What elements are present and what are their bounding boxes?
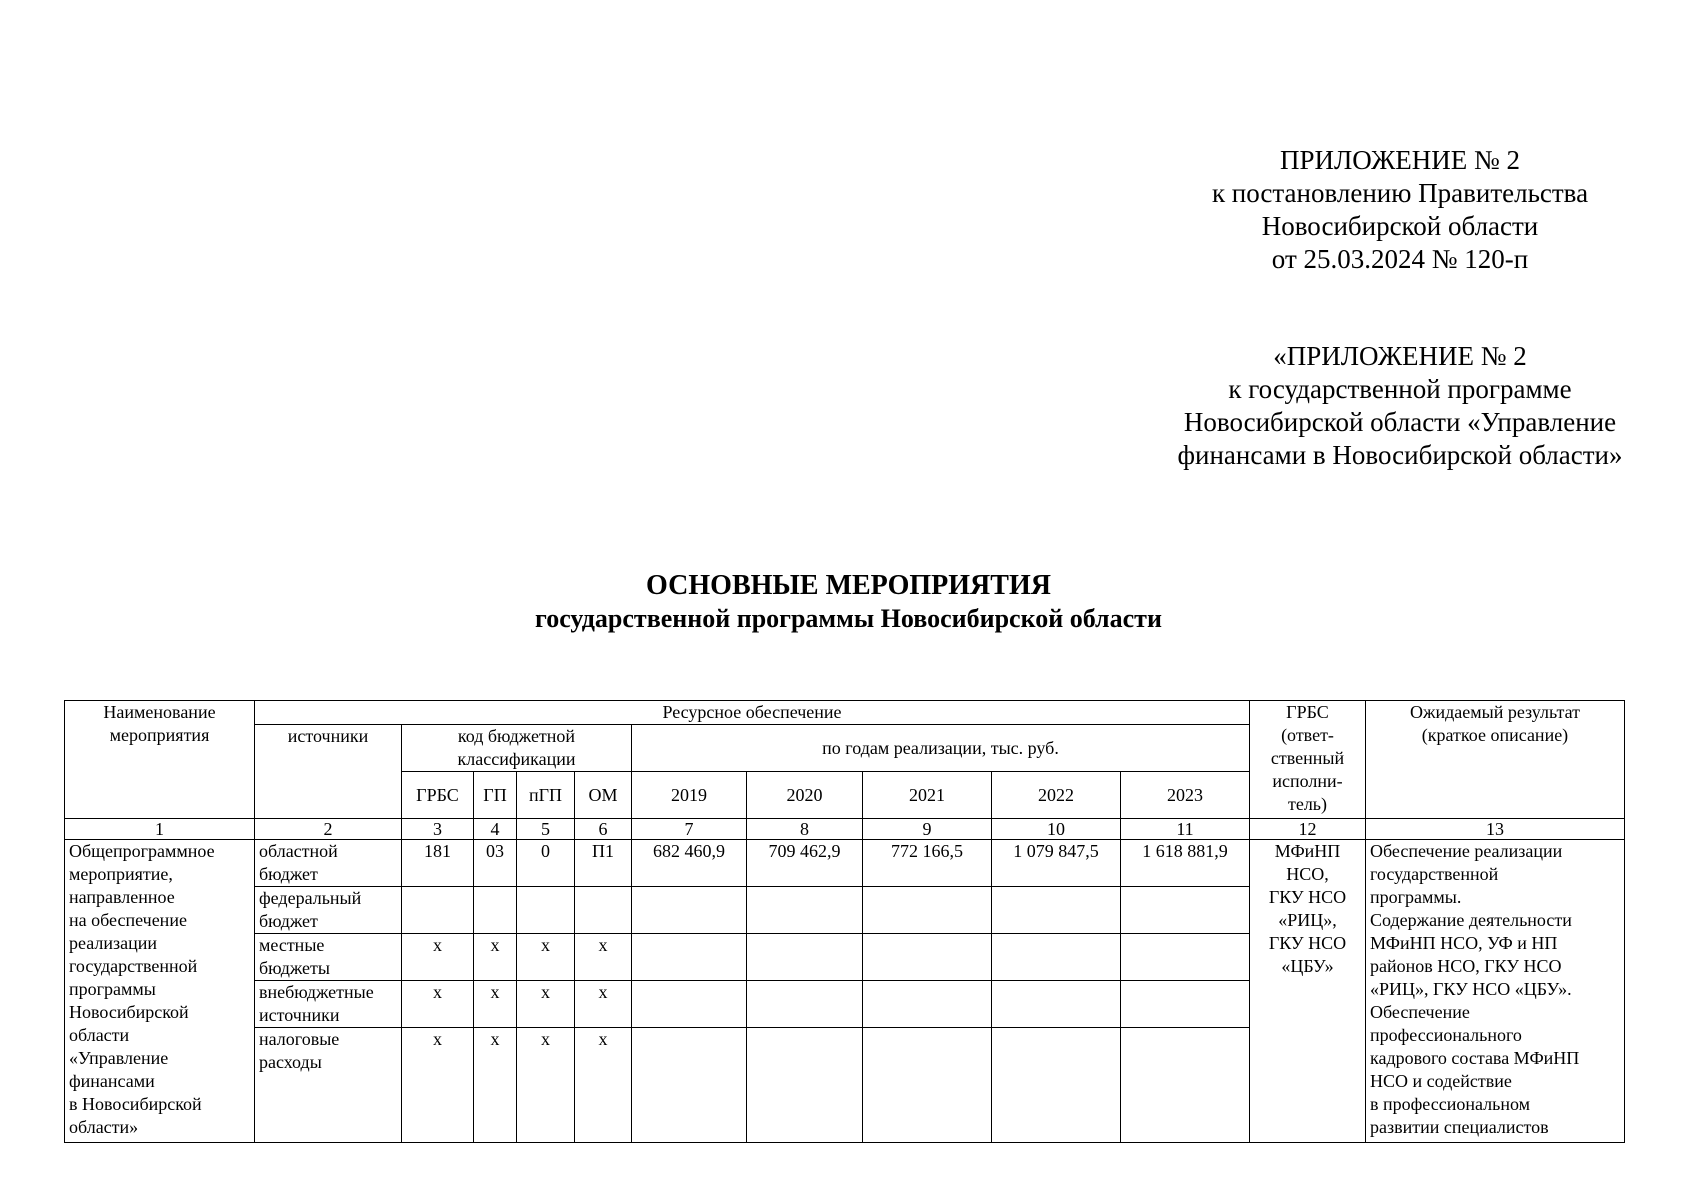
code-pgp-cell: х [517, 934, 575, 981]
code-om-cell: х [575, 1028, 632, 1143]
code-gp-cell: 03 [474, 840, 517, 887]
code-om-cell [575, 887, 632, 934]
header-grbs-responsible: ГРБС (ответ- ственный исполни- тель) [1250, 701, 1366, 819]
amount-cell [632, 887, 747, 934]
activities-table [64, 700, 1625, 1143]
amount-cell [747, 981, 863, 1028]
appendix-line: «ПРИЛОЖЕНИЕ № 2 [1273, 341, 1527, 371]
source-cell: налоговые расходы [255, 1028, 402, 1143]
header-code-grbs: ГРБС [402, 772, 474, 819]
code-grbs-cell [402, 887, 474, 934]
amount-cell [863, 1028, 992, 1143]
column-number: 4 [474, 819, 517, 840]
header-name: Наименование мероприятия [65, 701, 255, 819]
program-appendix-header [1145, 340, 1655, 472]
code-pgp-cell: 0 [517, 840, 575, 887]
header-code-om: ОМ [575, 772, 632, 819]
header-code-pgp: пГП [517, 772, 575, 819]
header-year: 2019 [632, 772, 747, 819]
source-cell: федеральный бюджет [255, 887, 402, 934]
header-budget-code: код бюджетной классификации [402, 725, 632, 772]
appendix-line: ПРИЛОЖЕНИЕ № 2 [1279, 145, 1521, 175]
appendix-line: к постановлению Правительства [1211, 178, 1589, 208]
amount-cell [863, 934, 992, 981]
appendix-line: Новосибирской области [1261, 211, 1539, 241]
amount-cell [1121, 887, 1250, 934]
amount-cell [863, 887, 992, 934]
code-om-cell: х [575, 934, 632, 981]
source-cell: внебюджетные источники [255, 981, 402, 1028]
code-gp-cell: х [474, 981, 517, 1028]
amount-cell [747, 887, 863, 934]
activity-name: Общепрограммное мероприятие, направленное на обеспечение реализации государственной программы Новосибирской области «Управление финансами в Новосибирской области» [65, 840, 255, 1143]
code-gp-cell: х [474, 1028, 517, 1143]
code-pgp-cell: х [517, 981, 575, 1028]
amount-cell [632, 981, 747, 1028]
column-number: 5 [517, 819, 575, 840]
column-number: 8 [747, 819, 863, 840]
expected-result: Обеспечение реализации государственной программы. Содержание деятельности МФиНП НСО, УФ и НП районов НСО, ГКУ НСО «РИЦ», ГКУ НСО «ЦБУ». Обеспечение профессионального кадрового состава МФиНП НСО и содействие в профессиональном развитии специалистов [1366, 840, 1625, 1143]
header-year: 2021 [863, 772, 992, 819]
column-number: 9 [863, 819, 992, 840]
responsible-executor: МФиНП НСО, ГКУ НСО «РИЦ», ГКУ НСО «ЦБУ» [1250, 840, 1366, 1143]
amount-cell [1121, 1028, 1250, 1143]
column-number: 11 [1121, 819, 1250, 840]
amount-cell [632, 934, 747, 981]
amount-cell [632, 1028, 747, 1143]
code-gp-cell [474, 887, 517, 934]
code-om-cell: П1 [575, 840, 632, 887]
code-grbs-cell: 181 [402, 840, 474, 887]
appendix-line: к государственной программе [1228, 374, 1572, 404]
amount-cell [992, 934, 1121, 981]
appendix-line: от 25.03.2024 № 120-п [1271, 244, 1529, 274]
header-resource: Ресурсное обеспечение [255, 701, 1250, 725]
page-subtitle: государственной программы Новосибирской области [535, 604, 1162, 633]
column-number: 1 [65, 819, 255, 840]
column-number: 3 [402, 819, 474, 840]
appendix-line: финансами в Новосибирской области» [1177, 440, 1623, 470]
header-year: 2022 [992, 772, 1121, 819]
code-pgp-cell: х [517, 1028, 575, 1143]
amount-cell [1121, 934, 1250, 981]
amount-cell [992, 1028, 1121, 1143]
appendix-header [1150, 144, 1650, 276]
code-grbs-cell: х [402, 934, 474, 981]
header-by-years: по годам реализации, тыс. руб. [632, 725, 1250, 772]
amount-cell [992, 981, 1121, 1028]
amount-cell: 1 079 847,5 [992, 840, 1121, 887]
column-number: 6 [575, 819, 632, 840]
code-om-cell: х [575, 981, 632, 1028]
amount-cell [1121, 981, 1250, 1028]
source-cell: областной бюджет [255, 840, 402, 887]
source-cell: местные бюджеты [255, 934, 402, 981]
amount-cell [863, 981, 992, 1028]
code-grbs-cell: х [402, 1028, 474, 1143]
code-pgp-cell [517, 887, 575, 934]
column-number: 13 [1366, 819, 1625, 840]
page-title: ОСНОВНЫЕ МЕРОПРИЯТИЯ [646, 570, 1051, 601]
amount-cell: 772 166,5 [863, 840, 992, 887]
header-code-gp: ГП [474, 772, 517, 819]
column-number: 12 [1250, 819, 1366, 840]
header-expected-result: Ожидаемый результат (краткое описание) [1366, 701, 1625, 819]
column-number: 2 [255, 819, 402, 840]
column-number: 7 [632, 819, 747, 840]
appendix-line: Новосибирской области «Управление [1183, 407, 1617, 437]
amount-cell: 1 618 881,9 [1121, 840, 1250, 887]
amount-cell [992, 887, 1121, 934]
column-number: 10 [992, 819, 1121, 840]
code-grbs-cell: х [402, 981, 474, 1028]
header-year: 2020 [747, 772, 863, 819]
code-gp-cell: х [474, 934, 517, 981]
amount-cell [747, 934, 863, 981]
amount-cell: 682 460,9 [632, 840, 747, 887]
header-sources: источники [255, 725, 402, 819]
header-year: 2023 [1121, 772, 1250, 819]
amount-cell: 709 462,9 [747, 840, 863, 887]
amount-cell [747, 1028, 863, 1143]
